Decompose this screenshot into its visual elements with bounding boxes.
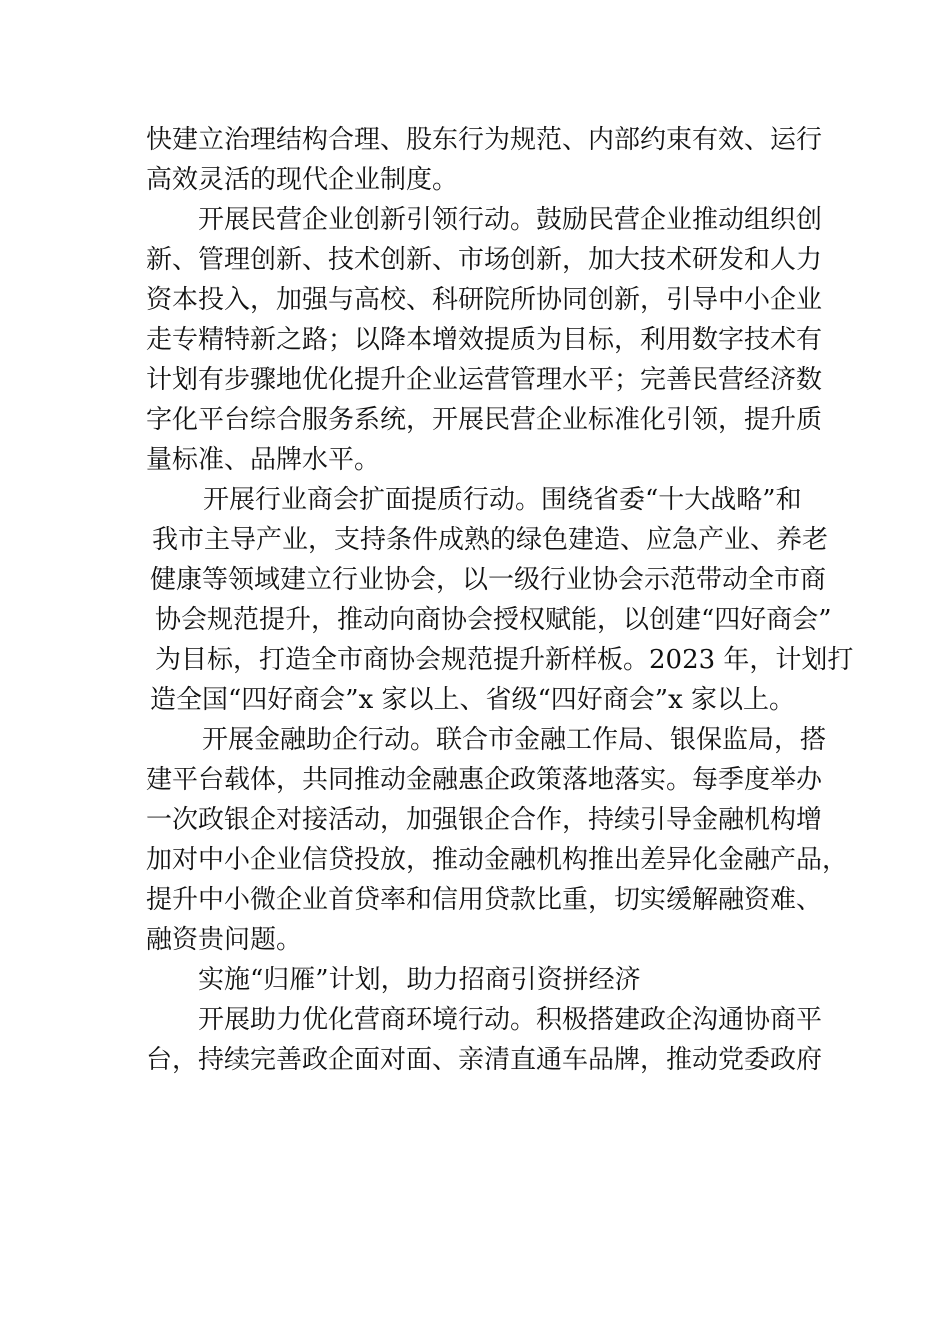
text-line: 为目标，打造全市商协会规范提升新样板。2023 年，计划打 [155,645,854,675]
text-line: 计划有步骤地优化提升企业运营管理水平；完善民营经济数 [146,365,823,395]
text-line: 台，持续完善政企面对面、亲清直通车品牌，推动党委政府 [146,1045,823,1075]
text-line: 造全国“四好商会”x 家以上、省级“四好商会”x 家以上。 [150,685,796,715]
paragraph-start-line: 开展行业商会扩面提质行动。围绕省委“十大战略”和 [203,485,802,515]
text-line: 我市主导产业，支持条件成熟的绿色建造、应急产业、养老 [152,525,829,555]
text-line: 量标准、品牌水平。 [146,445,381,475]
text-line: 建平台载体，共同推动金融惠企政策落地落实。每季度举办 [146,765,823,795]
text-line: 字化平台综合服务系统，开展民营企业标准化引领，提升质 [146,405,823,435]
paragraph-start-line: 开展民营企业创新引领行动。鼓励民营企业推动组织创 [198,205,823,235]
text-line: 资本投入，加强与高校、科研院所协同创新，引导中小企业 [146,285,823,315]
text-line: 新、管理创新、技术创新、市场创新，加大技术研发和人力 [146,245,823,275]
text-line: 快建立治理结构合理、股东行为规范、内部约束有效、运行 [146,125,823,155]
text-line: 加对中小企业信贷投放，推动金融机构推出差异化金融产品， [146,845,849,875]
text-line: 一次政银企对接活动，加强银企合作，持续引导金融机构增 [146,805,823,835]
text-line: 协会规范提升，推动向商协会授权赋能，以创建“四好商会” [155,605,832,635]
text-line: 走专精特新之路；以降本增效提质为目标，利用数字技术有 [146,325,823,355]
section-heading: 实施“归雁”计划，助力招商引资拼经济 [198,965,641,995]
text-line: 健康等领域建立行业协会，以一级行业协会示范带动全市商 [150,565,827,595]
paragraph-start-line: 开展金融助企行动。联合市金融工作局、银保监局，搭 [202,725,827,755]
text-line: 高效灵活的现代企业制度。 [146,165,459,195]
text-line: 提升中小微企业首贷率和信用贷款比重，切实缓解融资难、 [146,885,823,915]
text-line: 融资贵问题。 [146,925,303,955]
paragraph-start-line: 开展助力优化营商环境行动。积极搭建政企沟通协商平 [198,1005,823,1035]
